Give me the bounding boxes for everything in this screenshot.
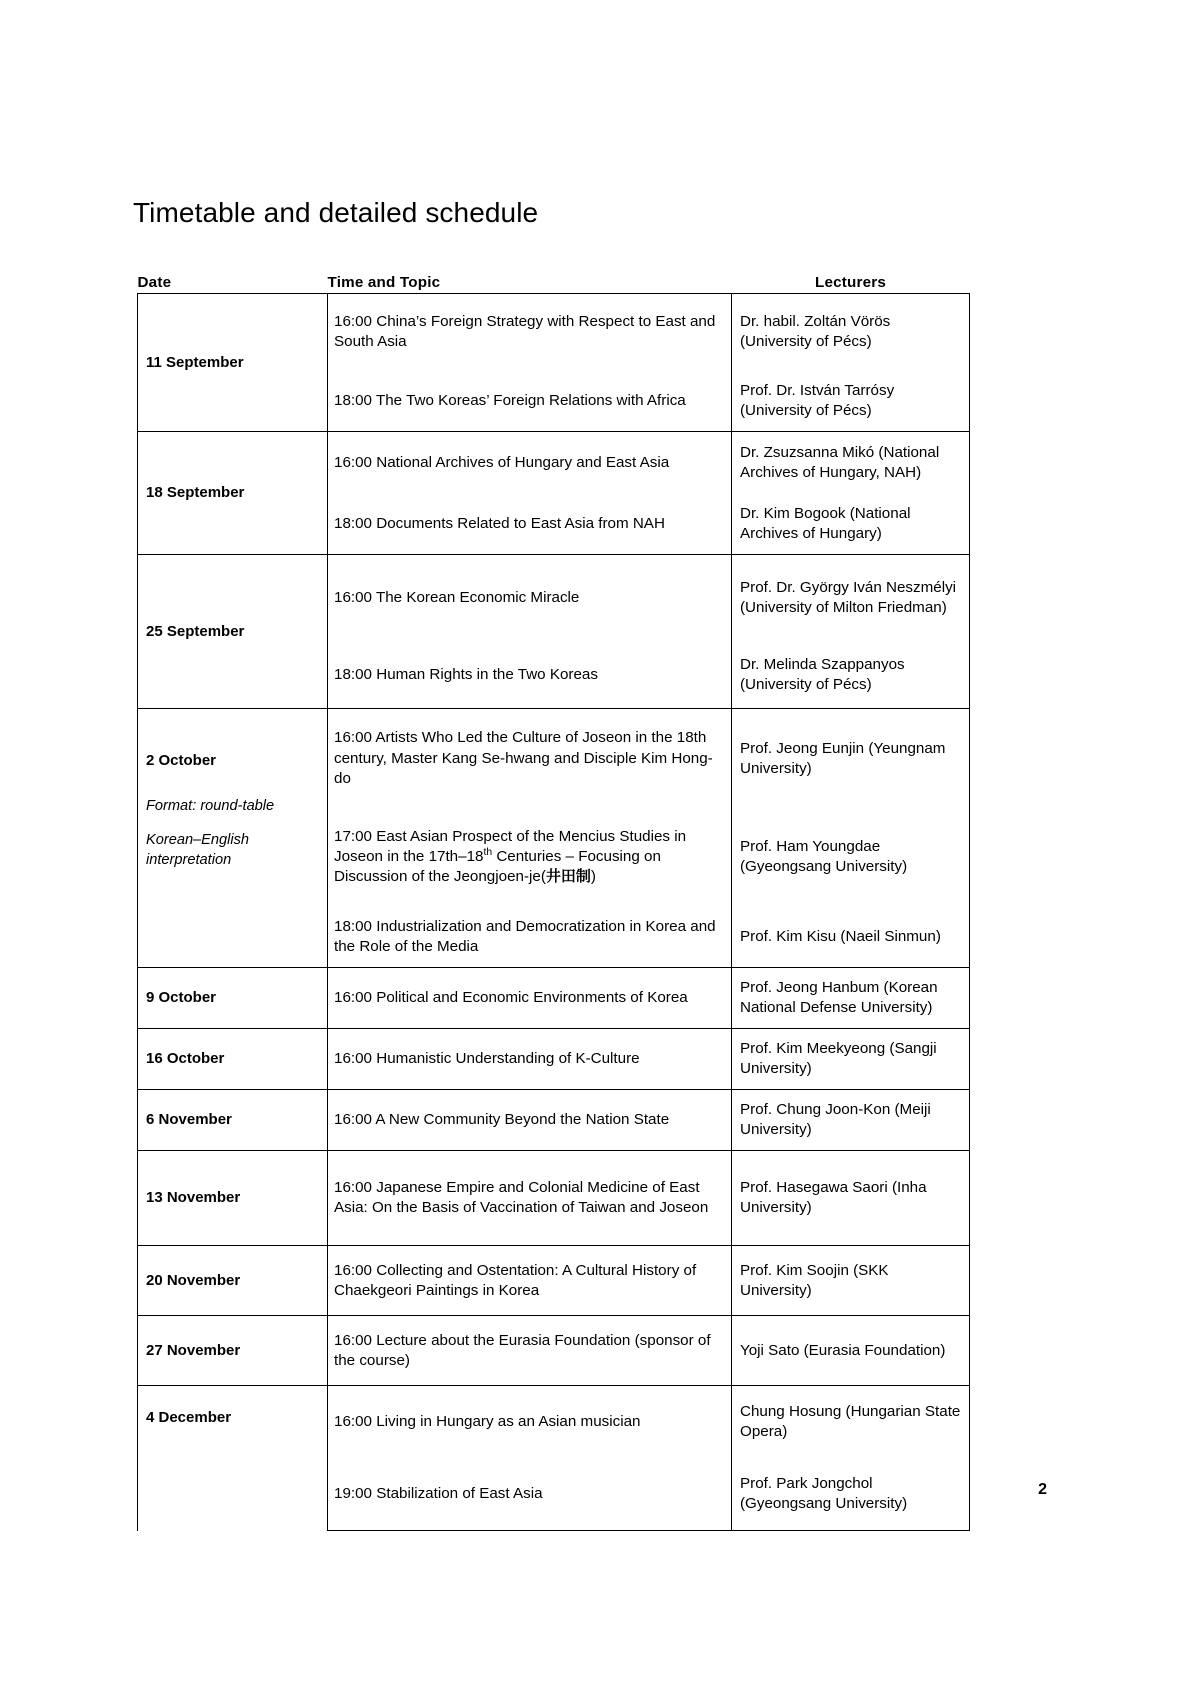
cell-date: [138, 709, 328, 968]
table-row: [138, 1090, 970, 1151]
table-row: [138, 432, 970, 494]
cell-topic: 16:00 Artists Who Led the Culture of Joseon in the 18th century, Master Kang Se-hwang and Disciple Kim Hong-do: [328, 709, 732, 809]
cell-lecturer: Prof. Hasegawa Saori (Inha University): [732, 1151, 970, 1246]
table-row: [138, 1316, 970, 1386]
cell-date: 13 November: [138, 1151, 328, 1246]
topic-text-pre: 17:00 East Asian Prospect of the Mencius Studies in Joseon in the 17th–18: [334, 827, 687, 866]
cell-date: 18 September: [138, 432, 328, 555]
cell-lecturer: Dr. Zsuzsanna Mikó (National Archives of Hungary, NAH): [732, 432, 970, 494]
cell-topic: 16:00 A New Community Beyond the Nation State: [328, 1090, 732, 1151]
topic-ordinal-suffix: th: [483, 847, 493, 859]
cell-topic: [328, 808, 732, 906]
page-title: Timetable and detailed schedule: [133, 196, 539, 228]
cell-date-note-interpretation: Korean–English interpretation: [146, 831, 250, 868]
column-header-date: Date: [137, 274, 172, 291]
cell-date: 9 October: [138, 968, 328, 1029]
cell-lecturer: Prof. Ham Youngdae (Gyeongsang University): [732, 808, 970, 906]
cell-topic: 16:00 Humanistic Understanding of K-Culture: [328, 1029, 732, 1090]
cell-topic: 16:00 The Korean Economic Miracle: [328, 555, 732, 642]
topic-text-end: ): [590, 868, 596, 886]
cell-lecturer: Dr. Kim Bogook (National Archives of Hungary): [732, 493, 970, 555]
cell-lecturer: Prof. Chung Joon-Kon (Meiji University): [732, 1090, 970, 1151]
column-header-lecturers: Lecturers: [814, 274, 887, 291]
cell-lecturer: Chung Hosung (Hungarian State Opera): [732, 1386, 970, 1459]
schedule-table-container: [137, 273, 969, 1531]
table-row: [138, 709, 970, 809]
table-body: [138, 294, 970, 1531]
cell-topic: 16:00 Collecting and Ostentation: A Cultural History of Chaekgeori Paintings in Korea: [328, 1246, 732, 1316]
cell-lecturer: Dr. Melinda Szappanyos (University of Pécs): [732, 641, 970, 709]
cell-lecturer: Prof. Dr. István Tarrósy (University of Pécs): [732, 370, 970, 432]
cell-lecturer: Prof. Park Jongchol (Gyeongsang University): [732, 1458, 970, 1531]
cell-lecturer: Prof. Dr. György Iván Neszmélyi (University of Milton Friedman): [732, 555, 970, 642]
cell-date: 25 September: [138, 555, 328, 709]
topic-text-post: Centuries – Focusing on Discussion of the Jeongjoen-je(: [334, 848, 661, 886]
table-row: [138, 1151, 970, 1246]
cell-lecturer: Prof. Jeong Eunjin (Yeungnam University): [732, 709, 970, 809]
cell-date: 27 November: [138, 1316, 328, 1386]
cell-date: [138, 1386, 328, 1531]
cell-topic: 19:00 Stabilization of East Asia: [328, 1458, 732, 1531]
page-number: 2: [1038, 1481, 1047, 1498]
cell-date: 6 November: [138, 1090, 328, 1151]
cell-date: 16 October: [138, 1029, 328, 1090]
cell-lecturer: Prof. Kim Meekyeong (Sangji University): [732, 1029, 970, 1090]
cell-topic: 16:00 Political and Economic Environments of Korea: [328, 968, 732, 1029]
table-row: [138, 1386, 970, 1459]
table-row: [138, 968, 970, 1029]
table-row: [138, 1029, 970, 1090]
cell-lecturer: Prof. Kim Kisu (Naeil Sinmun): [732, 906, 970, 968]
cell-topic: 18:00 Human Rights in the Two Koreas: [328, 641, 732, 709]
table-header: [138, 273, 970, 294]
cell-date-note-format: Format: round-table: [146, 798, 275, 815]
cell-topic: 16:00 China’s Foreign Strategy with Respect to East and South Asia: [328, 294, 732, 371]
table-row: [138, 294, 970, 371]
cell-lecturer: Dr. habil. Zoltán Vörös (University of Pécs): [732, 294, 970, 371]
column-header-topic: Time and Topic: [327, 274, 441, 291]
cell-topic: 16:00 Living in Hungary as an Asian musician: [328, 1386, 732, 1459]
topic-text-cjk: 井田制: [545, 867, 591, 886]
cell-topic: 18:00 Documents Related to East Asia from NAH: [328, 493, 732, 555]
cell-date: 11 September: [138, 294, 328, 432]
cell-topic: 18:00 Industrialization and Democratization in Korea and the Role of the Media: [328, 906, 732, 968]
schedule-table: [137, 273, 970, 1531]
cell-topic: 16:00 Japanese Empire and Colonial Medicine of East Asia: On the Basis of Vaccination of Taiwan and Joseon: [328, 1151, 732, 1246]
cell-topic: 18:00 The Two Koreas’ Foreign Relations with Africa: [328, 370, 732, 432]
table-row: [138, 555, 970, 642]
cell-date-label: 2 October: [146, 752, 217, 770]
cell-date: 20 November: [138, 1246, 328, 1316]
cell-lecturer: Yoji Sato (Eurasia Foundation): [732, 1316, 970, 1386]
table-row: [138, 1246, 970, 1316]
cell-lecturer: Prof. Jeong Hanbum (Korean National Defense University): [732, 968, 970, 1029]
cell-lecturer: Prof. Kim Soojin (SKK University): [732, 1246, 970, 1316]
cell-topic: 16:00 Lecture about the Eurasia Foundation (sponsor of the course): [328, 1316, 732, 1386]
cell-date-label: 4 December: [146, 1409, 232, 1427]
header-row: [138, 273, 970, 294]
cell-topic: 16:00 National Archives of Hungary and East Asia: [328, 432, 732, 494]
